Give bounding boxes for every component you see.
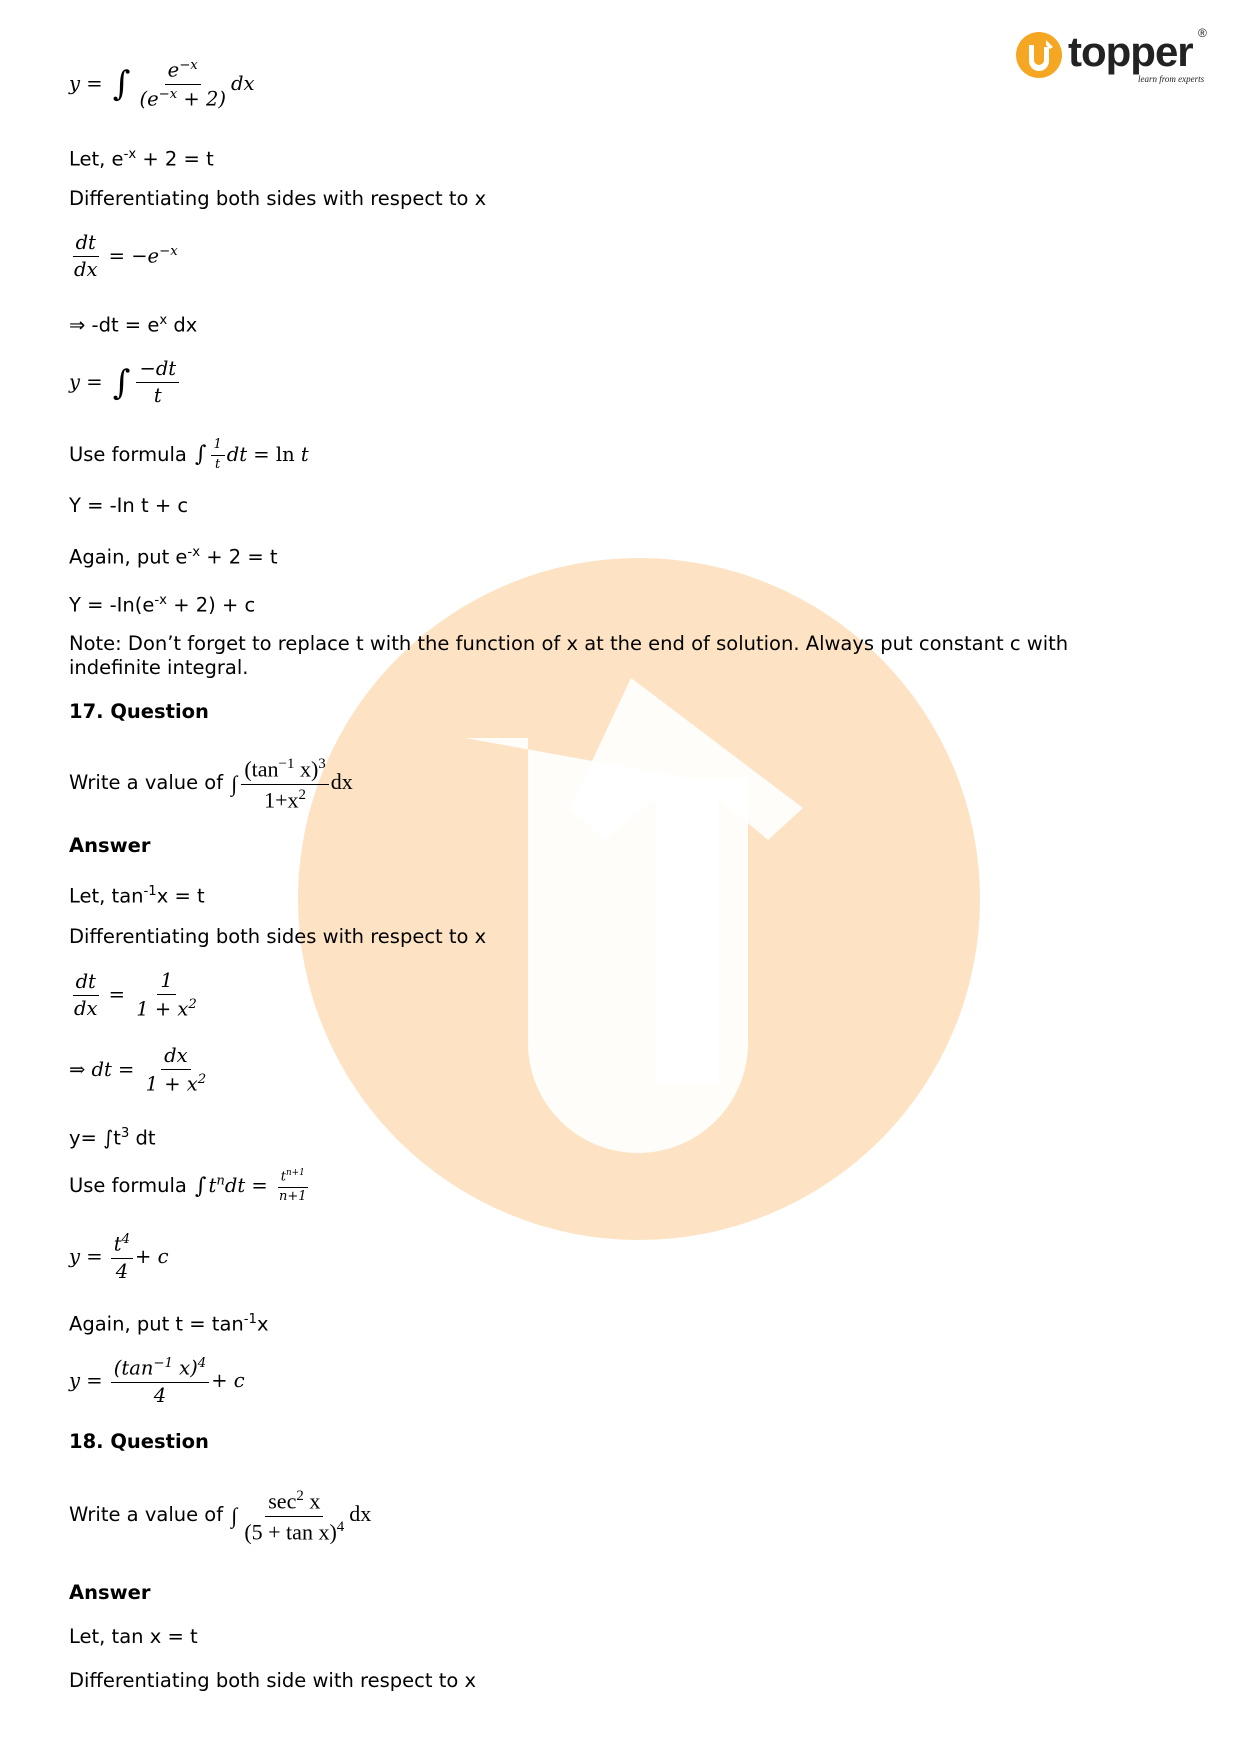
text-line: Let, $\tan^{-1}x = t$ <box>69 884 205 908</box>
equation-result: y = $\frac{t^4}{4}$ + c <box>69 1232 169 1283</box>
text-line: Again, put $e^{-x} + 2 = t$ <box>69 545 278 569</box>
text-line: $y= \int t^3$ dt <box>69 1126 156 1150</box>
text-line: Y = -In t + c <box>69 494 189 517</box>
note-paragraph: Note: Don’t forget to replace t with the function of x at the end of solution. Always put constant c with indefinite integral. <box>69 632 1069 679</box>
text-line: Differentiating both sides with respect to x <box>69 925 487 948</box>
logo-text: topper <box>1068 28 1193 75</box>
answer-heading: Answer <box>69 834 151 857</box>
logo-registered-mark: ® <box>1198 26 1207 40</box>
text-line: Differentiating both sides with respect to x <box>69 187 487 210</box>
topper-logo-icon <box>1016 32 1062 78</box>
text-line: Use formula ∫ $t^ndt$ = $\frac{t^{n+1}}{n+1}$ <box>69 1168 307 1205</box>
text-line: Use formula ∫ $\frac{1}{t}$ dt = ln t <box>69 437 309 472</box>
question-prompt: Write a value of ∫ $\frac{(\tan^{-1} x)^3}{1+x^2}$ dx <box>69 756 353 812</box>
equation-final: y = $\frac{(\tan^{-1} x)^4}{4}$ + c <box>69 1356 245 1407</box>
text-line: ⇒ $-dt = e^x$ dx <box>69 313 198 337</box>
text-line: $Y = -In(e^{-x} + 2) + c$ <box>69 593 256 617</box>
question-heading: 18. Question <box>69 1430 209 1453</box>
answer-heading: Answer <box>69 1581 151 1604</box>
text-line: Let, $e^{-x} + 2 = t$ <box>69 147 214 171</box>
question-heading: 17. Question <box>69 700 209 723</box>
equation-derivative: $\frac{dt}{dx}$ = $-e^{-x}$ <box>74 231 178 282</box>
question-prompt: Write a value of ∫ $\frac{\sec^2 x}{(5 + \tan x)^4}$ dx <box>69 1488 372 1544</box>
text-line: Differentiating both side with respect to x <box>69 1669 477 1692</box>
topper-logo <box>1016 26 1216 92</box>
equation-integral-dt: y = ∫ $\frac{-dt}{t}$ <box>69 358 181 408</box>
text-line: Let, tan x = t <box>69 1625 198 1648</box>
equation-dt: ⇒ dt = $\frac{dx}{1 + x^2}$ <box>69 1044 207 1096</box>
logo-tagline: learn from experts <box>1138 74 1205 84</box>
equation-derivative: $\frac{dt}{dx}$ = $\frac{1}{1 + x^2}$ <box>74 969 197 1021</box>
text-line: Again, put $t = \tan^{-1}x$ <box>69 1312 269 1336</box>
equation-integral-exp: y = ∫ $\frac{e^{-x}}{(e^{-x} + 2)}$ dx <box>69 58 255 111</box>
